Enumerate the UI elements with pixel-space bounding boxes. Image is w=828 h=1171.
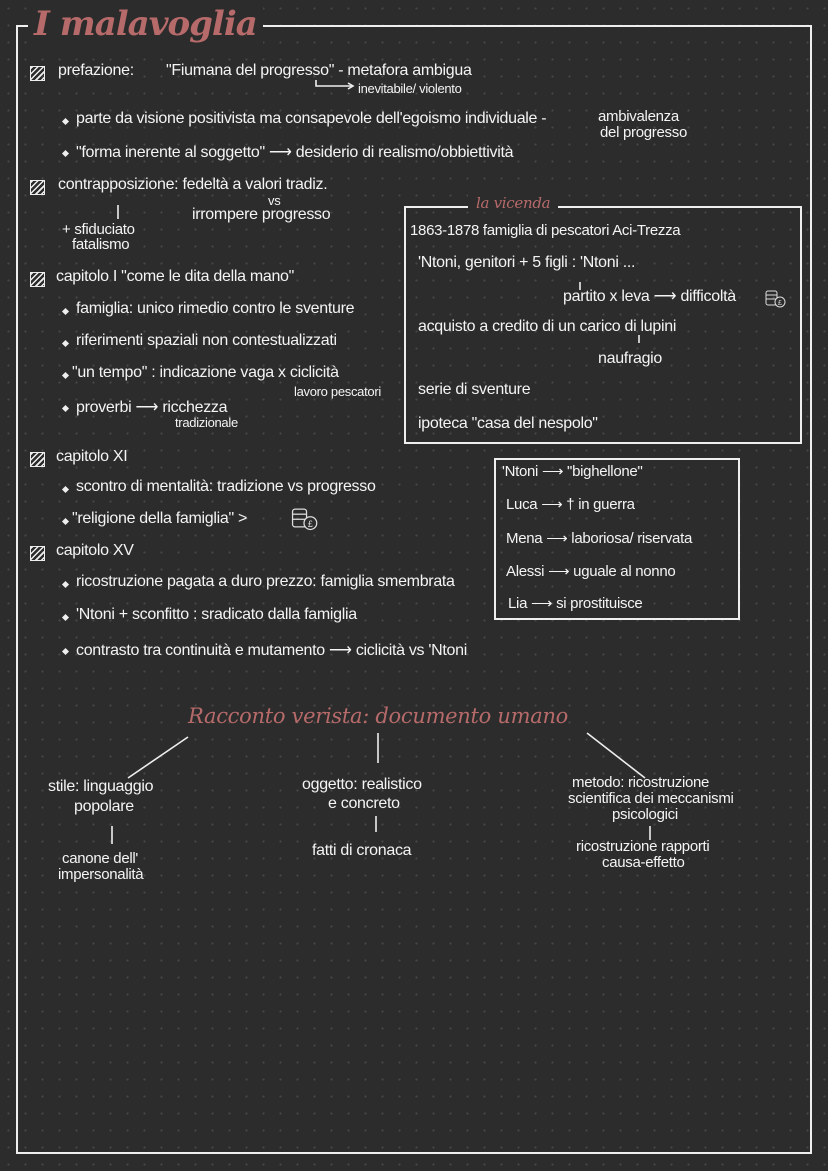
personaggio-name: Luca (506, 496, 538, 513)
capitolo1-bullet: famiglia: unico rimedio contro le sventure (76, 300, 355, 317)
capitolo11-bullet: "religione della famiglia" > (72, 510, 248, 527)
capitolo11-label: capitolo XI (56, 448, 128, 465)
prefazione-quote: "Fiumana del progresso" - metafora ambigua (166, 62, 472, 79)
ricostruzione-text: ricostruzione rapporti (576, 838, 710, 855)
metodo-text: metodo: ricostruzione (572, 774, 710, 791)
capitolo1-bullet: riferimenti spaziali non contestualizzati (76, 332, 337, 349)
ricostruzione-text: causa-effetto (602, 854, 685, 871)
svg-text:£: £ (307, 518, 313, 529)
capitolo15-bullet: 'Ntoni + sconfitto : sradicato dalla famiglia (76, 606, 357, 623)
racconto-title: Racconto verista: documento umano (188, 704, 569, 728)
capitolo1-bullet: proverbi ⟶ ricchezza (76, 399, 228, 416)
capitolo1-label: capitolo I "come le dita della mano" (56, 268, 295, 285)
section-checkbox (30, 546, 45, 561)
vs-text: vs (268, 193, 281, 208)
personaggio-name: Alessi (506, 563, 545, 580)
oggetto-text: e concreto (328, 795, 400, 812)
personaggio-row: 'Ntoni ⟶ "bighellone" (502, 463, 643, 480)
money-coins-icon (290, 505, 318, 531)
metodo-text: scientifica dei meccanismi (568, 790, 734, 807)
personaggio-desc: si prostituisce (556, 595, 643, 612)
personaggio-name: Mena (506, 530, 543, 547)
prefazione-side: del progresso (600, 124, 687, 141)
page-title: I malavoglia (28, 4, 263, 44)
prefazione-bullet: parte da visione positivista ma consapevole dell'egoismo individuale - (76, 110, 547, 127)
prefazione-bullet: "forma inerente al soggetto" ⟶ desiderio di realismo/obbiettività (76, 144, 514, 161)
personaggio-row: Alessi ⟶ uguale al nonno (506, 563, 676, 580)
capitolo15-bullet: ricostruzione pagata a duro prezzo: famiglia smembrata (76, 573, 455, 590)
vicenda-line: partito x leva ⟶ difficoltà (563, 288, 736, 305)
section-checkbox (30, 66, 45, 81)
irrompere-text: irrompere progresso (192, 206, 331, 223)
vicenda-line: ipoteca "casa del nespolo" (418, 415, 598, 432)
stile-text: popolare (74, 798, 134, 815)
prefazione-label: prefazione: (58, 62, 134, 79)
capitolo11-bullet: scontro di mentalità: tradizione vs progresso (76, 478, 376, 495)
vicenda-line: 'Ntoni, genitori + 5 figli : 'Ntoni ... (418, 254, 636, 271)
section-checkbox (30, 452, 45, 467)
personaggio-desc: "bighellone" (567, 463, 643, 480)
sfiduciato-text: + sfiduciato (62, 221, 135, 238)
prefazione-sub: inevitabile/ violento (358, 81, 462, 96)
vicenda-title: la vicenda (468, 194, 558, 212)
personaggio-row: Mena ⟶ laboriosa/ riservata (506, 530, 693, 547)
svg-text:£: £ (778, 300, 782, 307)
tradizionale-text: tradizionale (175, 415, 238, 430)
prefazione-side: ambivalenza (598, 108, 679, 125)
vicenda-line: 1863-1878 famiglia di pescatori Aci-Trezza (410, 222, 681, 239)
lavoro-text: lavoro pescatori (294, 384, 381, 399)
personaggio-row: Lia ⟶ si prostituisce (508, 595, 643, 612)
contrapposizione-label: contrapposizione: fedeltà a valori tradiz. (58, 176, 328, 193)
personaggio-name: 'Ntoni (502, 463, 539, 480)
section-checkbox (30, 180, 45, 195)
personaggio-row: Luca ⟶ † in guerra (506, 496, 635, 513)
capitolo15-label: capitolo XV (56, 542, 134, 559)
personaggio-name: Lia (508, 595, 528, 612)
section-checkbox (30, 272, 45, 287)
personaggio-desc: uguale al nonno (573, 563, 676, 580)
personaggio-desc: laboriosa/ riservata (571, 530, 693, 547)
oggetto-text: oggetto: realistico (302, 776, 422, 793)
vicenda-line: serie di sventure (418, 381, 531, 398)
fatalismo-text: fatalismo (72, 236, 130, 253)
money-coins-icon (764, 288, 786, 308)
fatti-text: fatti di cronaca (312, 842, 412, 859)
capitolo15-bullet: contrasto tra continuità e mutamento ⟶ ciclicità vs 'Ntoni (76, 642, 467, 659)
vicenda-line: acquisto a credito di un carico di lupini (418, 318, 677, 335)
canone-text: canone dell' (62, 850, 138, 867)
metodo-text: psicologici (612, 806, 678, 823)
canone-text: impersonalità (58, 866, 144, 883)
capitolo1-bullet: "un tempo" : indicazione vaga x ciclicità (72, 364, 339, 381)
vicenda-line: naufragio (598, 350, 663, 367)
stile-text: stile: linguaggio (48, 778, 154, 795)
personaggio-desc: † in guerra (566, 496, 635, 513)
